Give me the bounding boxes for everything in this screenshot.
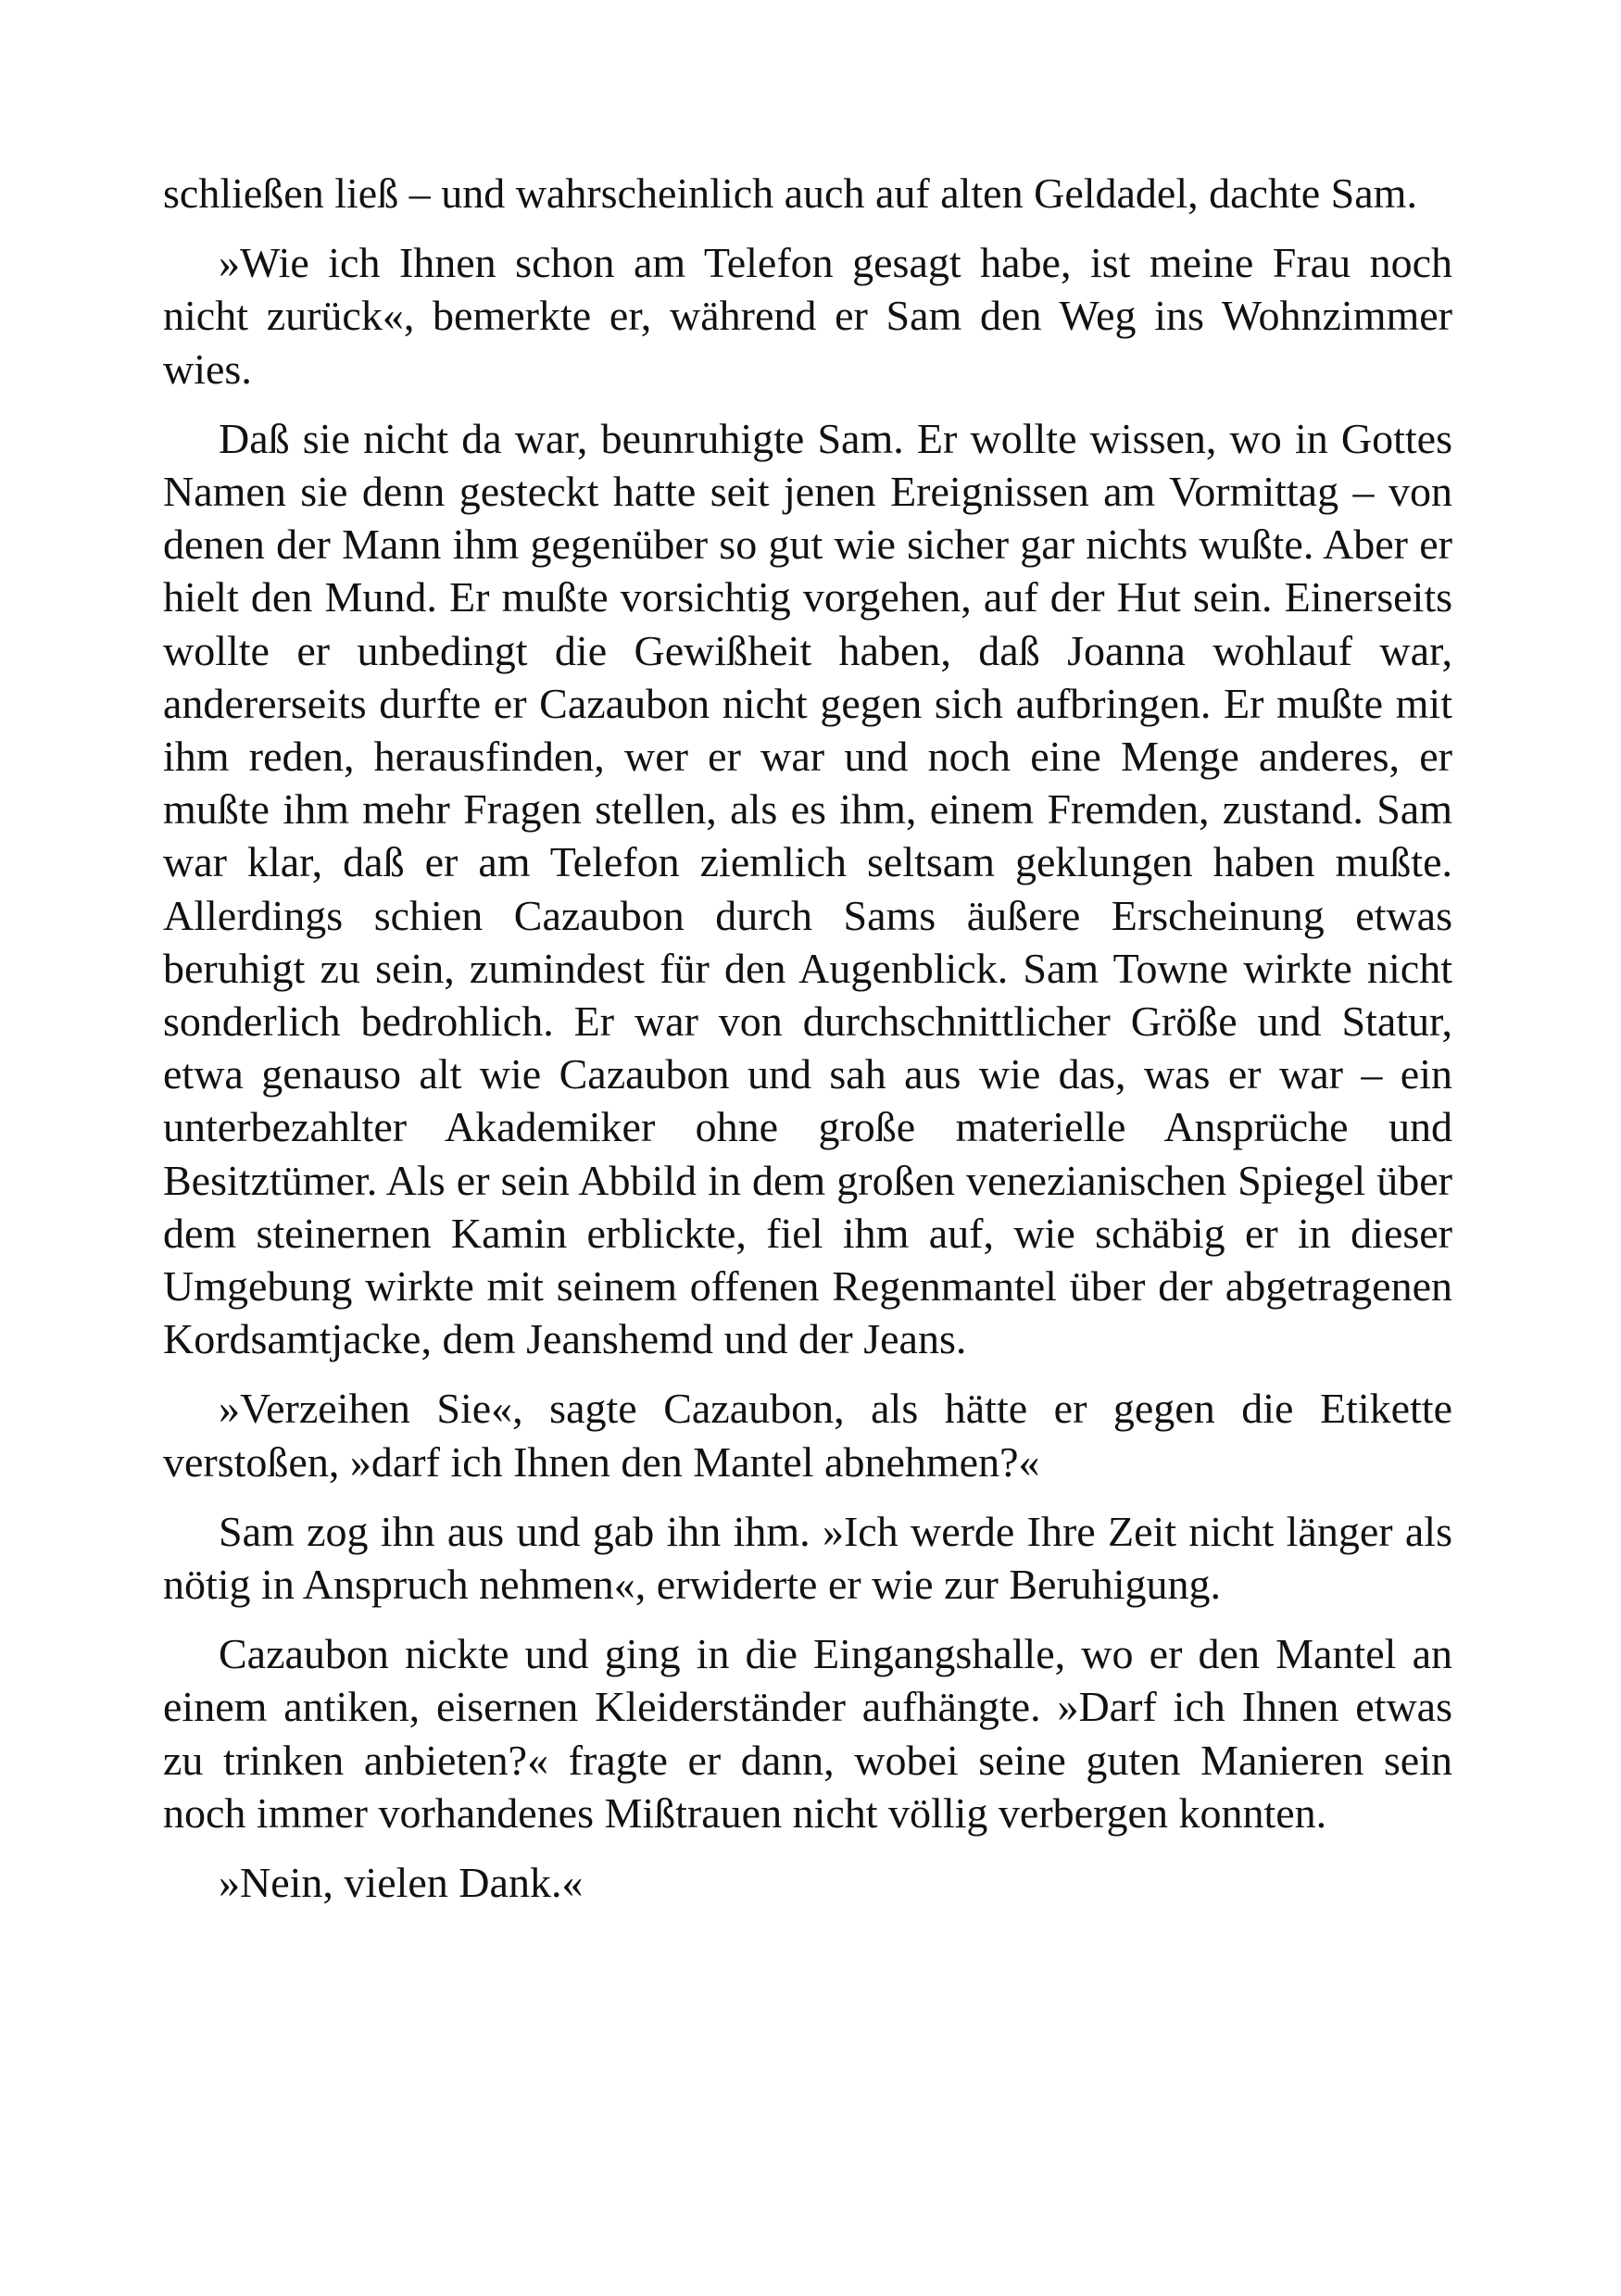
paragraph-7: »Nein, vielen Dank.« bbox=[219, 1859, 584, 1907]
paragraph-3: Daß sie nicht da war, beunruhigte Sam. Er wollte wissen, wo in Gottes Namen sie denn gesteckt hatte seit jenen Ereignissen am Vormittag – von denen der Mann ihm gegenüber so gut wie sicher gar nichts wußte. Aber er hielt den Mund. Er mußte vorsichtig vorgehen, auf der Hut sein. Einerseits wollte er unbedingt die Gewißheit haben, daß Joanna wohlauf war, andererseits durfte er Cazaubon nicht gegen sich aufbringen. Er mußte mit ihm reden, herausfinden, wer er war und noch eine Menge anderes, er mußte ihm mehr Fragen stellen, als es ihm, einem Fremden, zustand. Sam war klar, daß er am Telefon ziemlich seltsam geklungen haben mußte. Allerdings schien Cazaubon durch Sams äußere Erscheinung etwas beruhigt zu sein, zumindest für den Augenblick. Sam Towne wirkte nicht sonderlich bedrohlich. Er war von durchschnittlicher Größe und Statur, etwa genauso alt wie Cazaubon und sah aus wie das, was er war – ein unterbezahlter Akademiker ohne große materielle Ansprüche und Besitztümer. Als er sein Abbild in dem großen venezianischen Spiegel über dem steinernen Kamin erblickte, fiel ihm auf, wie schäbig er in dieser Umgebung wirkte mit seinem offenen Regenmantel über der abgetragenen Kordsamtjacke, dem Jeanshemd und der Jeans. bbox=[163, 414, 1452, 1363]
paragraph-1: schließen ließ – und wahrscheinlich auch auf alten Geldadel, dachte Sam. bbox=[163, 169, 1417, 217]
paragraph-6: Cazaubon nickte und ging in die Eingangshalle, wo er den Mantel an einem antiken, eisernen Kleiderständer aufhängte. »Darf ich Ihnen etwas zu trinken anbieten?« fragte er dann, wobei seine guten Manieren sein noch immer vorhandenes Mißtrauen nicht völlig verbergen konnten. bbox=[163, 1630, 1452, 1837]
document-page bbox=[163, 167, 1452, 1926]
paragraph-4: »Verzeihen Sie«, sagte Cazaubon, als hätte er gegen die Etikette verstoßen, »darf ich Ihnen den Mantel abnehmen?« bbox=[163, 1385, 1452, 1486]
paragraph-5: Sam zog ihn aus und gab ihn ihm. »Ich werde Ihre Zeit nicht länger als nötig in Anspruch nehmen«, erwiderte er wie zur Beruhigung. bbox=[163, 1507, 1452, 1609]
paragraph-2: »Wie ich Ihnen schon am Telefon gesagt habe, ist meine Frau noch nicht zurück«, bemerkte er, während er Sam den Weg ins Wohnzimmer wies. bbox=[163, 239, 1452, 393]
